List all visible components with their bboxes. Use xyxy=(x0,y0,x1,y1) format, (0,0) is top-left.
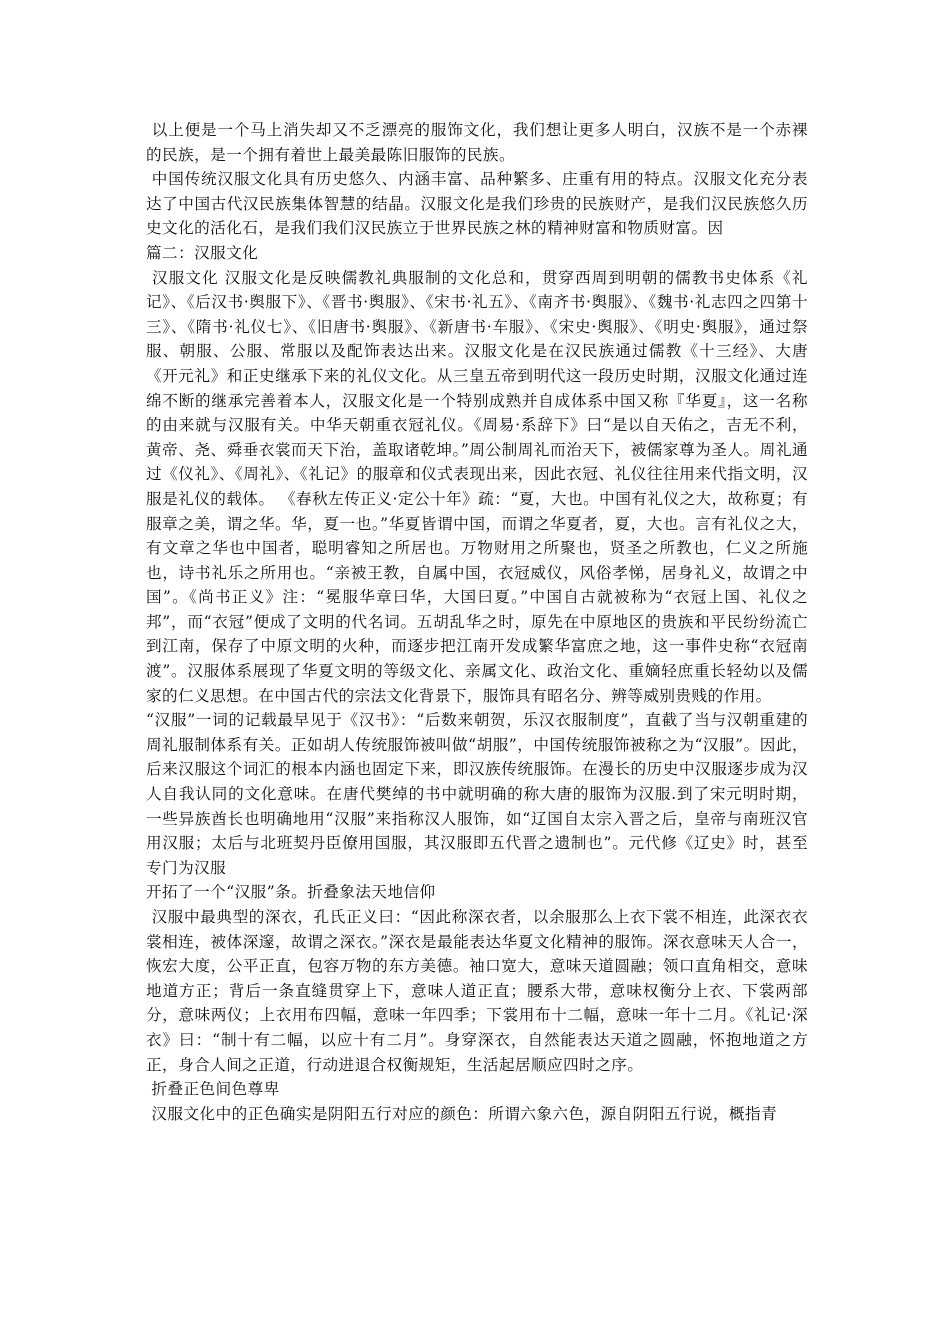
paragraph-shenyi: 汉服中最典型的深衣，孔氏正义曰：“因此称深衣者，以余服那么上衣下裳不相连，此深衣衣裳相连，被体深邃，故谓之深衣。”深衣是最能表达华夏文化精神的服饰。深衣意味天人合一，恢宏大度，公平正直，包容万物的东方美德。袖口宽大，意味天道圆融；领口直角相交，意味地道方正；背后一条直缝贯穿上下，意味人道正直；腰系大带，意味权衡分上衣、下裳两部分，意味两仪；上衣用布四幅，意味一年四季；下裳用布十二幅，意味一年十二月。《礼记·深衣》曰：“制十有二幅，以应十有二月”。身穿深衣，自然能表达天道之圆融，怀抱地道之方正，身合人间之正道，行动进退合权衡规矩，生活起居顺应四时之序。 xyxy=(146,908,808,1074)
paragraph-hanfu-term-origin: “汉服”一词的记载最早见于《汉书》：“后数来朝贺，乐汉衣服制度”，直截了当与汉朝重建的周礼服制体系有关。正如胡人传统服饰被叫做“胡服”，中国传统服饰被称之为“汉服”。因此，后来汉服这个词汇的根本内涵也固定下来，即汉族传统服饰。在漫长的历史中汉服逐步成为汉人自我认同的文化意味。在唐代樊绰的书中就明确的称大唐的服饰为汉服.到了宋元明时期，一些异族酋长也明确地用“汉服”来指称汉人服饰，如“辽国自太宗入晋之后，皇帝与南班汉官用汉服；太后与北班契丹臣僚用国服，其汉服即五代晋之遗制也”。元代修《辽史》时，甚至专门为汉服 xyxy=(146,711,808,877)
section-heading-part-two: 篇二：汉服文化 xyxy=(146,243,259,262)
paragraph-intro-summary: 以上便是一个马上消失却又不乏漂亮的服饰文化，我们想让更多人明白，汉族不是一个赤裸的民族，是一个拥有着世上最美最陈旧服饰的民族。 xyxy=(146,121,808,164)
paragraph-hanfu-culture-history: 汉服文化 汉服文化是反映儒教礼典服制的文化总和，贯穿西周到明朝的儒教书史体系《礼记》、《后汉书·舆服下》、《晋书·舆服》、《宋书·礼五》、《南齐书·舆服》、《魏书·礼志四之四第十三》、《隋书·礼仪七》、《旧唐书·舆服》、《新唐书·车服》、《宋史·舆服》、《明史·舆服》，通过祭服、朝服、公服、常服以及配饰表达出来。汉服文化是在汉民族通过儒教《十三经》、大唐《开元礼》和正史继承下来的礼仪文化。从三皇五帝到明代这一段历史时期，汉服文化通过连绵不断的继承完善着本人，汉服文化是一个特别成熟并自成体系中国又称『华夏』，这一名称的由来就与汉服有关。中华天朝重衣冠礼仪。《周易·系辞下》曰“是以自天佑之，吉无不利，黄帝、尧、舜垂衣裳而天下治，盖取诸乾坤。”周公制周礼而治天下，被儒家尊为圣人。周礼通过《仪礼》、《周礼》、《礼记》的服章和仪式表现出来，因此衣冠、礼仪往往用来代指文明，汉服是礼仪的载体。 《春秋左传正义·定公十年》疏：“夏，大也。中国有礼仪之大，故称夏；有服章之美，谓之华。华，夏一也。”华夏皆谓中国，而谓之华夏者，夏，大也。言有礼仪之大，有文章之华也中国者，聪明睿知之所居也。万物财用之所聚也，贤圣之所教也，仁义之所施也，诗书礼乐之所用也。“亲被王教，自属中国，衣冠威仪，风俗孝悌，居身礼义，故谓之中国”。《尚书正义》注：“冕服华章曰华，大国曰夏。”中国自古就被称为“衣冠上国、礼仪之邦”，而“衣冠”便成了文明的代名词。五胡乱华之时，原先在中原地区的贵族和平民纷纷流亡到江南，保存了中原文明的火种，而逐步把江南开发成繁华富庶之地，这一事件史称“衣冠南渡”。汉服体系展现了华夏文明的等级文化、亲属文化、政治文化、重嫡轻庶重长轻幼以及儒家的仁义思想。在中国古代的宗法文化背景下，服饰具有昭名分、辨等威别贵贱的作用。 xyxy=(146,268,808,705)
paragraph-hanfu-entry-heaven-earth: 开拓了一个“汉服”条。折叠象法天地信仰 xyxy=(146,883,436,902)
document-page xyxy=(146,118,808,1126)
paragraph-color-heading: 折叠正色间色尊卑 xyxy=(146,1080,280,1099)
paragraph-hanfu-features: 中国传统汉服文化具有历史悠久、内涵丰富、品种繁多、庄重有用的特点。汉服文化充分表达了中国古代汉民族集体智慧的结晶。汉服文化是我们珍贵的民族财产，是我们汉民族悠久历史文化的活化石，是我们我们汉民族立于世界民族之林的精神财富和物质财富。因 xyxy=(146,170,808,238)
paragraph-proper-colors: 汉服文化中的正色确实是阴阳五行对应的颜色：所谓六象六色，源自阴阳五行说，概指青 xyxy=(146,1104,778,1123)
